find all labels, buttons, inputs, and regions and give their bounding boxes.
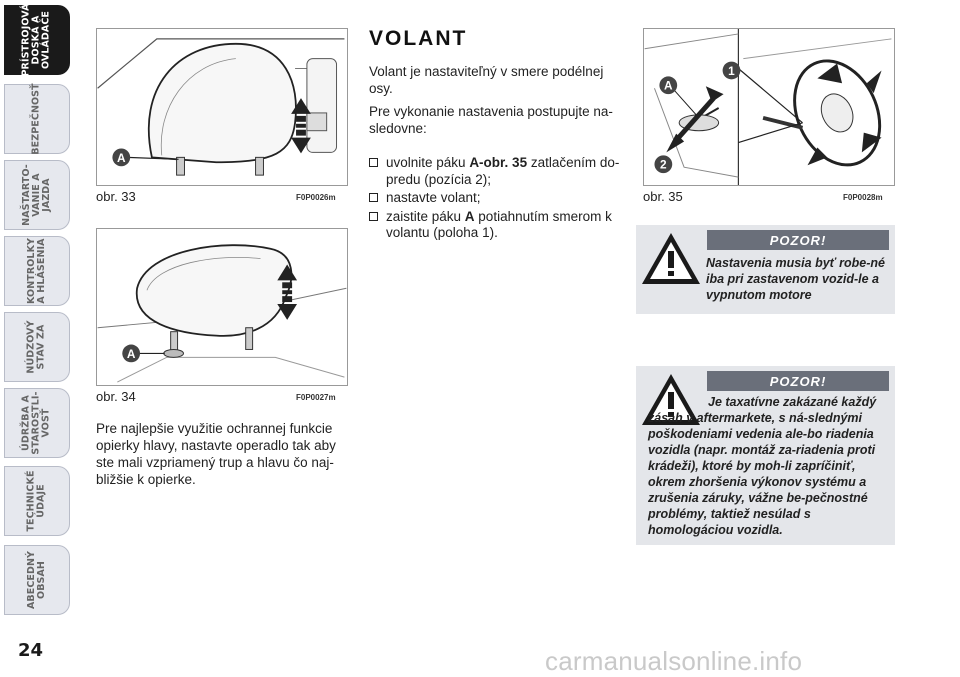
tab-kontrolky[interactable]: [4, 236, 70, 306]
checkbox-bullet-icon: [369, 193, 378, 202]
section-intro: Volant je nastaviteľný v smere podélnej osy.: [369, 64, 604, 96]
step-text: zaistite páku: [386, 208, 465, 224]
tab-label: NÚDZOVÝ STAV ZA: [25, 320, 47, 374]
watermark: carmanualsonline.info: [545, 646, 803, 676]
warning-text: Nastavenia musia byť robe-né iba pri zastavenom vozid-le a vypnutom motore: [706, 256, 885, 302]
steps-list: [369, 155, 624, 244]
step-text: potiahnutím smerom k volantu (poloha 1).: [386, 208, 612, 240]
figure-35-caption: obr. 35: [643, 189, 683, 204]
headrest-paragraph: Pre najlepšie využitie ochrannej funkcie opierky hlavy, nastavte operadlo tak aby ste mali vzpriamený trup a hlavu čo naj-bližšie k opierke.: [96, 421, 336, 487]
checkbox-bullet-icon: [369, 212, 378, 221]
step-text: nastavte volant;: [386, 190, 481, 205]
warning-label: POZOR!: [707, 230, 889, 250]
figure-35-code: F0P0028m: [843, 193, 883, 202]
warning-triangle-icon: [640, 231, 702, 287]
tab-bezpecnost[interactable]: [4, 84, 70, 154]
section-title: VOLANT: [369, 27, 468, 50]
tab-pristrojova-doska[interactable]: [4, 5, 70, 75]
tab-abecedny-obsah[interactable]: [4, 545, 70, 615]
figure-34-caption: obr. 34: [96, 389, 136, 404]
warning-box-2: [636, 366, 895, 545]
headrest-illustration: [97, 29, 347, 185]
step-text: zatlačením do-predu (pozícia 2);: [386, 155, 620, 187]
tab-label: ABECEDNÝ OBSAH: [26, 550, 47, 610]
checkbox-bullet-icon: [369, 158, 378, 167]
step-text: uvolnite páku: [386, 155, 470, 170]
page-number: 24: [18, 640, 44, 661]
step-bold: A: [464, 208, 475, 224]
tab-label: KONTROLKY A HLÁSENIA: [26, 237, 47, 305]
chapter-tabs: [0, 0, 80, 640]
callout-a: A: [664, 78, 673, 93]
step-item: [369, 209, 624, 242]
figure-34-code: F0P0027m: [296, 393, 336, 402]
warning-text: Je taxatívne zakázané každý zásah v aftermarkete, s ná-slednými poškodeniami vedenia ale-bo riadenia vozidla (napr. montáž za-riadenia proti krádeži), ktoré by moh-li zapríčiniť, okrem zhoršenia výkonov systému a zrušenia záruky, vážne be-pečnostné problémy, taktiež nesúlad s homologáciou vozidla.: [648, 395, 877, 537]
tab-label: PRÍSTROJOVÁ DOSKA A OVLÁDAČE: [21, 3, 53, 77]
steering-column-illustration: [644, 29, 894, 185]
warning-box-1: [636, 225, 895, 314]
step-item: [369, 190, 624, 207]
figure-33-headrest: [96, 28, 348, 186]
step-item: [369, 155, 624, 188]
tab-label: TECHNICKÉ ÚDAJE: [25, 470, 47, 532]
callout-a: A: [126, 346, 136, 361]
figure-34-headrest: [96, 228, 348, 386]
callout-a: A: [117, 150, 126, 165]
section-instruction: Pre vykonanie nastavenia postupujte na-sledovne:: [369, 104, 613, 136]
headrest-illustration: [97, 229, 347, 385]
figure-35-steering-wheel: [643, 28, 895, 186]
figure-33-code: F0P0026m: [296, 193, 336, 202]
callout-1: 1: [728, 63, 735, 78]
tab-technicke-udaje[interactable]: [4, 466, 70, 536]
step-bold: A-obr. 35: [469, 155, 528, 170]
tab-label: ÚDRŽBA A STAROSTLI- VOSŤ: [21, 391, 52, 455]
callout-2: 2: [660, 157, 667, 172]
tab-udrzba[interactable]: [4, 388, 70, 458]
tab-nastartovanie[interactable]: [4, 160, 70, 230]
figure-33-caption: obr. 33: [96, 189, 136, 204]
warning-label: POZOR!: [707, 371, 889, 391]
tab-nudzovy-stav[interactable]: [4, 312, 70, 382]
tab-label: NAŠTARTO- VANIE A JAZDA: [21, 164, 52, 226]
tab-label: BEZPEČNOSŤ: [31, 83, 42, 155]
